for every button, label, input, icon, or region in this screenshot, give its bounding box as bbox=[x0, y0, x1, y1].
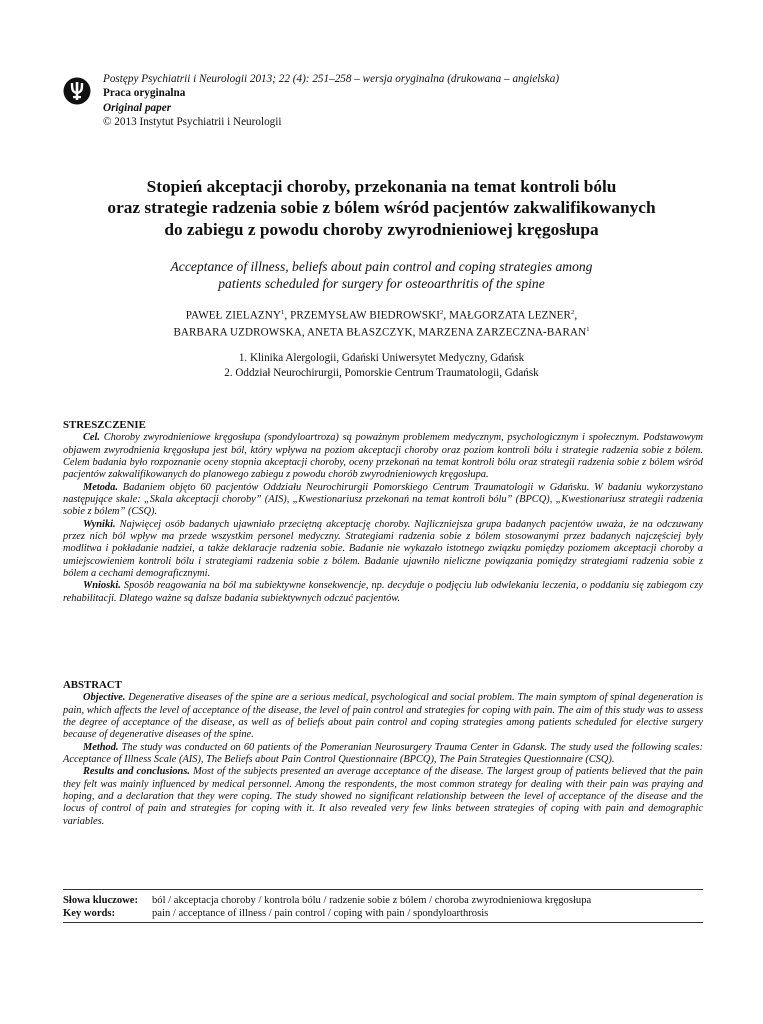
article-subtitle-en bbox=[60, 258, 703, 292]
title-line: oraz strategie radzenia sobie z bólem wśród pacjentów zakwalifikowanych bbox=[107, 198, 656, 218]
keywords-value: ból / akceptacja choroby / kontrola bólu / radzenie sobie z bólem / choroba zwyrodnieniowa kręgosłupa bbox=[152, 895, 592, 906]
paragraph-text: Choroby zwyrodnieniowe kręgosłupa (spondyloartroza) są poważnym problemem medycznym, psychologicznym i społecznym. Podstawowym objawem zwyrodnienia kręgosłupa jest ból, który wpływa na poziom akceptacji choroby oraz poziom kontroli bólu i strategie radzenia sobie z bólem. Celem badania było rozpoznanie oceny stopnia akceptacji choroby, oceny przekonań na temat kontroli bólu oraz strategii radzenia sobie z bólem wśród pacjentów zakwalifikowanych do planowego zabiegu z powodu chorób zwyrodnieniowych kręgosłupa. bbox=[63, 432, 703, 481]
author-line bbox=[40, 323, 723, 340]
keywords-row-pl bbox=[63, 894, 703, 907]
copyright: © 2013 Instytut Psychiatrii i Neurologii bbox=[103, 115, 282, 128]
author-name: BARBARA UZDROWSKA bbox=[173, 326, 302, 339]
abstract-paragraph bbox=[63, 692, 703, 741]
author-list bbox=[40, 306, 723, 341]
author-line bbox=[40, 306, 723, 323]
paragraph-label: Cel. bbox=[83, 432, 101, 444]
keywords-label: Key words: bbox=[63, 908, 116, 920]
abstract-paragraph bbox=[63, 580, 703, 605]
author-name: PRZEMYSŁAW BIEDROWSKI bbox=[290, 309, 440, 322]
paragraph-text: Most of the subjects presented an average acceptance of the disease. The largest group of patients believed that the pain they felt was mainly influenced by medical personnel. Among the respondents, the most common strategy for dealing with their pain was praying and hoping, and a declaration that they were coping. The study showed no significant relationship between the level of acceptance of the disease and the locus of control of pain and strategies for coping with it. It also revealed very few links between strategies of coping with pain and demographic variables. bbox=[63, 766, 703, 827]
author-name: MAŁGORZATA LEZNER bbox=[449, 309, 572, 322]
keywords-divider-top bbox=[63, 889, 703, 890]
author-affiliation-mark: 1 bbox=[586, 326, 590, 334]
title-line: Stopień akceptacji choroby, przekonania na temat kontroli bólu bbox=[146, 177, 617, 196]
author-name: PAWEŁ ZIELAZNY bbox=[185, 309, 282, 322]
abstract-paragraph bbox=[63, 482, 703, 519]
paragraph-label: Objective. bbox=[83, 692, 126, 704]
paragraph-label: Results and conclusions. bbox=[83, 766, 190, 778]
affiliation-list bbox=[40, 351, 723, 381]
author-separator: , bbox=[574, 309, 578, 322]
author-affiliation-mark: 2 bbox=[571, 309, 575, 316]
abstract-paragraph bbox=[63, 742, 703, 767]
paragraph-text: The study was conducted on 60 patients of the Pomeranian Neurosurgery Trauma Center in Gdansk. The study used the following scales: Acceptance of Illness Scale (AIS), The Beliefs about Pain Control Questionnaire (BPCQ), The Pain Strategies Questionnaire (CSQ). bbox=[63, 741, 703, 766]
abstract-paragraph bbox=[63, 519, 703, 581]
subtitle-line: patients scheduled for surgery for osteoarthritis of the spine bbox=[218, 276, 545, 291]
author-separator: , bbox=[412, 326, 419, 339]
paragraph-text: Badaniem objęto 60 pacjentów Oddziału Neurochirurgii Pomorskiego Centrum Traumatologii w Gdańsku. W badaniu wykorzystano następujące skale: „Skala akceptacji choroby” (AIS), „Kwestionariusz przekonań na temat kontroli bólu” (BPCQ), „Kwestionariusz strategii radzenia sobie z bólem” (CSQ). bbox=[63, 481, 703, 518]
paragraph-label: Method. bbox=[83, 741, 119, 753]
article-type-en: Original paper bbox=[103, 101, 172, 114]
author-name: ANETA BŁASZCZYK bbox=[306, 326, 413, 339]
journal-citation: Postępy Psychiatrii i Neurologii 2013; 22 (4): 251–258 – wersja oryginalna (drukowana – angielska) bbox=[103, 73, 560, 85]
author-separator: , bbox=[284, 309, 291, 322]
affiliation: 2. Oddział Neurochirurgii, Pomorskie Centrum Traumatologii, Gdańsk bbox=[224, 366, 539, 379]
institute-logo-icon bbox=[63, 77, 91, 105]
paragraph-label: Metoda. bbox=[83, 481, 118, 493]
section-heading: STRESZCZENIE bbox=[63, 419, 146, 431]
abstract-paragraph bbox=[63, 432, 703, 481]
journal-header bbox=[103, 72, 703, 129]
streszczenie-section bbox=[63, 419, 703, 605]
paragraph-text: Najwięcej osób badanych ujawniało przeciętną akceptację choroby. Najliczniejsza grupa badanych pacjentów uważa, że na odczuwany przez nich ból wpływ ma przede wszystkim personel medyczny. Strategiami radzenia sobie z bólem stosowanymi przez badanych najczęściej były modlitwa i pokładanie nadziei, a także deklaracje radzenia sobie. Badanie nie wykazało istotnego związku pomiędzy poziomem akceptacji choroby a umiejscowieniem kontroli bólu i strategiami radzenia sobie z bólem. Badanie ujawniło nieliczne powiązania pomiędzy strategiami radzenia sobie z bólem a cechami demograficznymi. bbox=[63, 518, 703, 580]
abstract-section bbox=[63, 679, 703, 828]
keywords-row-en bbox=[63, 907, 703, 920]
author-separator: , bbox=[443, 309, 450, 322]
keywords-divider-bottom bbox=[63, 922, 703, 923]
keywords-block bbox=[63, 894, 703, 920]
keywords-value: pain / acceptance of illness / pain control / coping with pain / spondyloarthrosis bbox=[152, 908, 489, 920]
author-name: MARZENA ZARZECZNA-BARAN bbox=[418, 326, 587, 339]
abstract-paragraph bbox=[63, 766, 703, 828]
paragraph-text: Degenerative diseases of the spine are a serious medical, psychological and social problem. The main symptom of spinal degeneration is pain, which affects the level of acceptance of the disease, the level of pain control and strategies for coping with pain. The aim of this study was to assess the degree of acceptance of the disease, as well as of beliefs about pain control and coping strategies among patients scheduled for elective surgery because of degenerative diseases of the spine. bbox=[63, 692, 703, 741]
section-heading: ABSTRACT bbox=[63, 679, 122, 691]
paragraph-label: Wnioski. bbox=[83, 580, 121, 592]
author-separator: , bbox=[301, 326, 307, 339]
author-affiliation-mark: 2 bbox=[440, 309, 444, 316]
paragraph-text: Sposób reagowania na ból ma subiektywne konsekwencje, np. decyduje o podjęciu lub odwlekaniu leczenia, o poddaniu się zabiegom czy rehabilitacji. Dlatego ważne są dalsze badania subiektywnych odczuć pacjentów. bbox=[63, 580, 703, 604]
subtitle-line: Acceptance of illness, beliefs about pain control and coping strategies among bbox=[170, 259, 593, 274]
article-type-pl: Praca oryginalna bbox=[103, 87, 186, 100]
article-title bbox=[40, 176, 723, 240]
author-affiliation-mark: 1 bbox=[281, 309, 285, 316]
paragraph-label: Wyniki. bbox=[83, 518, 116, 530]
title-line: do zabiegu z powodu choroby zwyrodnieniowej kręgosłupa bbox=[164, 219, 599, 239]
affiliation: 1. Klinika Alergologii, Gdański Uniwersytet Medyczny, Gdańsk bbox=[238, 352, 525, 364]
keywords-label: Słowa kluczowe: bbox=[63, 895, 139, 906]
